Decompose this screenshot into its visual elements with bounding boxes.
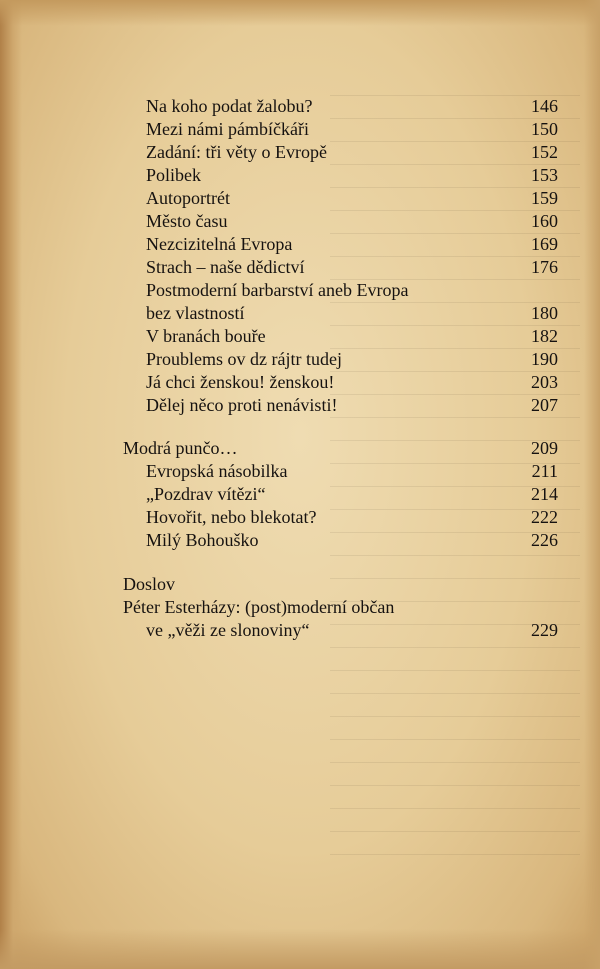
toc-entry-title: Na koho podat žalobu? — [146, 96, 313, 116]
toc-section-title: Doslov — [123, 574, 176, 594]
toc-entry-page: 180 — [531, 303, 558, 323]
toc-entry-page: 160 — [531, 211, 558, 231]
toc-entry-page: 229 — [531, 620, 558, 640]
toc-entry-title: bez vlastností — [146, 303, 245, 323]
toc-entry-title: Zadání: tři věty o Evropě — [146, 142, 327, 162]
toc-entry-page: 203 — [531, 372, 558, 392]
toc-entry-title: V branách bouře — [146, 326, 266, 346]
toc-entry-title: Evropská násobilka — [146, 461, 288, 481]
toc-section-title: Modrá punčo… — [123, 438, 238, 458]
toc-entry-title: „Pozdrav vítězi“ — [146, 484, 266, 504]
toc-entry-title: Já chci ženskou! ženskou! — [146, 372, 335, 392]
toc-entry-title: Postmoderní barbarství aneb Evropa — [146, 280, 409, 300]
toc-entry-title: Strach – naše dědictví — [146, 257, 305, 277]
toc-entry-title: Nezcizitelná Evropa — [146, 234, 293, 254]
toc-entry-page: 211 — [531, 461, 558, 481]
toc-entry-page: 222 — [531, 507, 558, 527]
toc-entry-page: 146 — [531, 96, 558, 116]
toc-entry-title: Péter Esterházy: (post)moderní občan — [123, 597, 395, 617]
toc-entry-title: Autoportrét — [146, 188, 230, 208]
toc-entry-title: ve „věži ze slonoviny“ — [146, 620, 310, 640]
toc-entry-page: 169 — [531, 234, 558, 254]
toc-entry-page: 159 — [531, 188, 558, 208]
toc-entry-page: 176 — [531, 257, 558, 277]
toc-entry-page — [498, 279, 558, 302]
toc-entry-page: 209 — [531, 438, 558, 458]
toc-entry-title: Polibek — [146, 165, 202, 185]
toc-entry-title: Mezi námi pámbíčkáři — [146, 119, 309, 139]
toc-entry-title: Dělej něco proti nenávisti! — [146, 395, 338, 415]
toc-entry-page: 214 — [531, 484, 558, 504]
toc-entry-page: 226 — [531, 530, 558, 550]
toc-entry-title: Milý Bohouško — [146, 530, 259, 550]
toc-entry-title: Hovořit, nebo blekotat? — [146, 507, 317, 527]
toc-entry-page: 182 — [531, 326, 558, 346]
toc-entry-page: 150 — [531, 119, 558, 139]
toc-entry-page: 152 — [531, 142, 558, 162]
toc-entry-page: 190 — [531, 349, 558, 369]
toc-entry-page: 153 — [531, 165, 558, 185]
toc-entry-title: Proublems ov dz rájtr tudej — [146, 349, 342, 369]
toc-entry-page — [498, 573, 558, 596]
toc-entry-page: 207 — [531, 395, 558, 415]
toc-entry-page — [498, 596, 558, 619]
toc-entry-title: Město času — [146, 211, 228, 231]
